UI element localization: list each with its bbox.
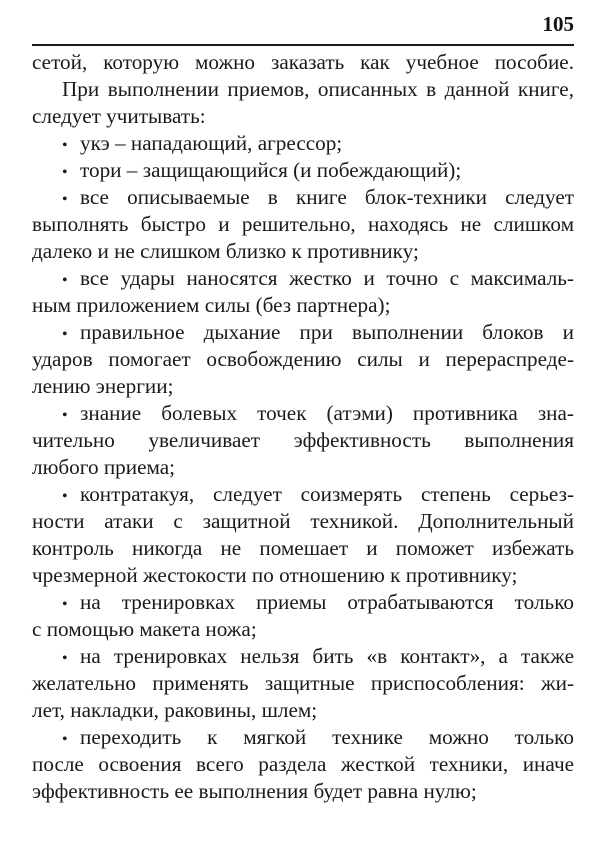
list-item-text: желательно применять защитные приспособления: жи- [32,671,574,695]
bullet-icon: • [62,326,68,343]
list-item-text: ударов помогает освобождению силы и перераспреде- [32,347,574,371]
list-item [32,130,574,157]
list-item-text: все описываемые в книге блок-техники следует [80,185,574,209]
bullet-icon: • [62,407,68,424]
bullet-icon: • [62,731,68,748]
bullet-icon: • [62,596,68,613]
list-item-text: после освоения всего раздела жесткой техники, иначе [32,752,574,776]
list-item-text: ности атаки с защитной техникой. Дополнительный [32,509,574,533]
bullet-icon: • [62,191,68,208]
list-item-text: любого приема; [32,455,176,479]
list-item-text: знание болевых точек (атэми) противника зна- [80,401,574,425]
text-line: При выполнении приемов, описанных в данной книге, [62,77,574,101]
bullet-icon: • [62,137,68,154]
list-item-text: выполнять быстро и решительно, находясь не слишком [32,212,574,236]
bullet-icon: • [62,488,68,505]
list-item-text: укэ – нападающий, агрессор; [80,131,343,155]
list-item [32,589,574,643]
list-item-text: контроль никогда не помешает и поможет избежать [32,536,574,560]
list-item-text: на тренировках приемы отрабатываются только [80,590,574,614]
list-item-text: чительно увеличивает эффективность выполнения [32,428,574,452]
bullet-icon: • [62,650,68,667]
list-item-text: тори – защищающийся (и побеждающий); [80,158,462,182]
list-item [32,265,574,319]
page-header [32,10,574,46]
list-item-text: эффективность ее выполнения будет равна нулю; [32,779,477,803]
list-item [32,481,574,589]
list-item [32,157,574,184]
bullet-icon: • [62,272,68,289]
list-item-text: все удары наносятся жестко и точно с максималь- [80,266,574,290]
list-item-text: контратакуя, следует соизмерять степень серьез- [80,482,574,506]
list-item-text: чрезмерной жестокости по отношению к противнику; [32,563,518,587]
list-item-text: правильное дыхание при выполнении блоков и [80,320,574,344]
text-line: сетой, которую можно заказать как учебное пособие. [32,50,574,74]
list-item-text: далеко и не слишком близко к противнику; [32,239,419,263]
page-body [32,49,574,805]
list-item-text: переходить к мягкой технике можно только [80,725,574,749]
page-number: 105 [542,12,574,36]
text-line: следует учитывать: [32,104,206,128]
bullet-icon: • [62,164,68,181]
list-item-text: лению энергии; [32,374,174,398]
list-item [32,400,574,481]
list-item [32,184,574,265]
list-item-text: на тренировках нельзя бить «в контакт», а также [80,644,574,668]
list-item-text: ным приложением силы (без партнера); [32,293,391,317]
list-item-text: с помощью макета ножа; [32,617,257,641]
list-item [32,643,574,724]
list-item [32,724,574,805]
list-item-text: лет, накладки, раковины, шлем; [32,698,318,722]
list-item [32,319,574,400]
